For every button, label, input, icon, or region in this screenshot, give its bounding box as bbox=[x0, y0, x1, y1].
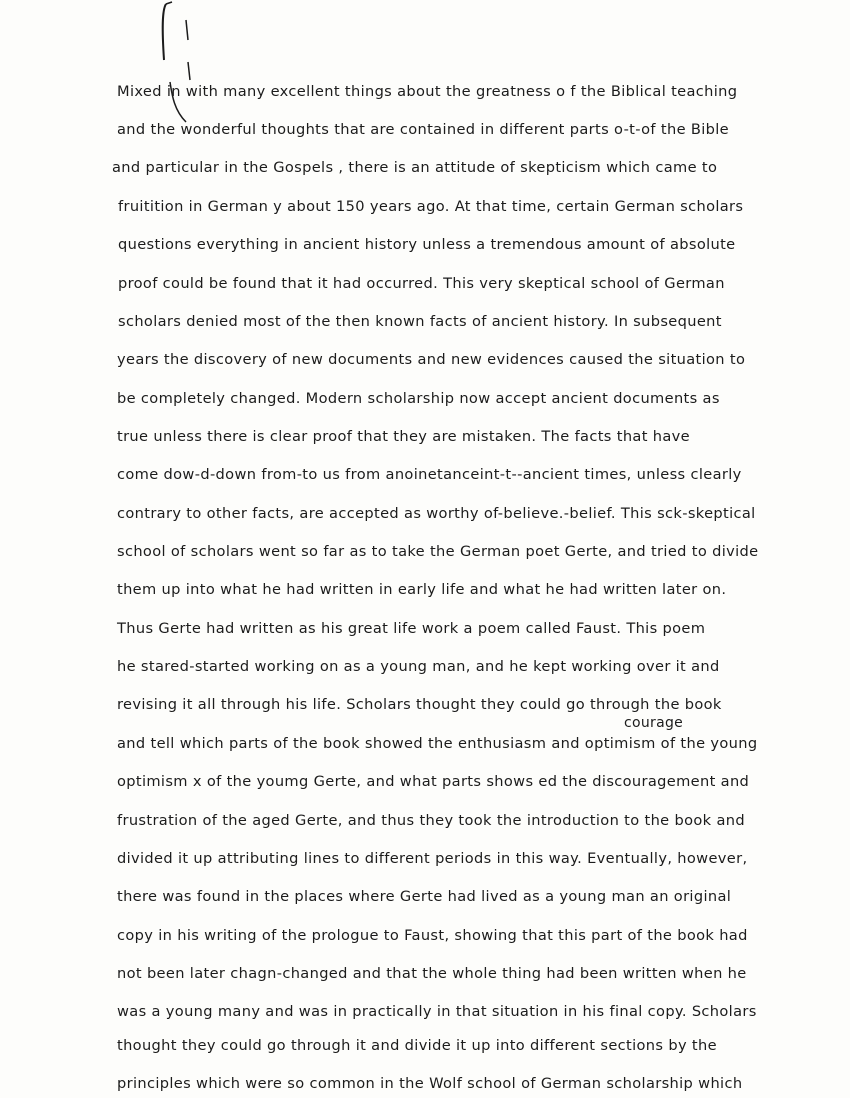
text-line-9: be completely changed. Modern scholarship now accept ancient documents as bbox=[117, 390, 720, 407]
text-line-22: there was found in the places where Gerte had lived as a young man an original bbox=[117, 888, 732, 905]
text-line-13: school of scholars went so far as to take the German poet Gerte, and tried to divide bbox=[117, 543, 759, 560]
text-line-6: proof could be found that it had occurred. This very skeptical school of German bbox=[118, 275, 725, 292]
text-line-27: principles which were so common in the Wolf school of German scholarship which bbox=[117, 1075, 743, 1092]
text-line-4: fruitition in German y about 150 years ago. At that time, certain German scholars bbox=[118, 198, 744, 215]
text-line-3: and particular in the Gospels , there is an attitude of skepticism which came to bbox=[112, 159, 718, 176]
text-line-15: Thus Gerte had written as his great life work a poem called Faust. This poem bbox=[117, 620, 706, 637]
text-line-17: revising it all through his life. Scholars thought they could go through the book bbox=[117, 696, 722, 713]
text-line-16: he stared-started working on as a young man, and he kept working over it and bbox=[117, 658, 720, 675]
text-line-2: and the wonderful thoughts that are contained in different parts o-t-of the Bible bbox=[117, 121, 729, 138]
text-line-19: optimism x of the youmg Gerte, and what parts shows ed the discouragement and bbox=[117, 773, 750, 790]
text-line-14: them up into what he had written in early life and what he had written later on. bbox=[117, 581, 727, 598]
text-line-18: and tell which parts of the book showed the enthusiasm and optimism of the young bbox=[117, 735, 758, 752]
text-line-25: was a young many and was in practically in that situation in his final copy. Scholars bbox=[117, 1003, 757, 1020]
text-line-21: divided it up attributing lines to different periods in this way. Eventually, however, bbox=[117, 850, 748, 867]
text-line-24: not been later chagn-changed and that the whole thing had been written when he bbox=[117, 965, 747, 982]
margin-mark-icon bbox=[150, 0, 210, 140]
text-line-8: years the discovery of new documents and new evidences caused the situation to bbox=[117, 351, 746, 368]
text-line-1: Mixed in with many excellent things about the greatness o f the Biblical teaching bbox=[117, 83, 738, 100]
text-line-26: thought they could go through it and divide it up into different sections by the bbox=[117, 1037, 717, 1054]
text-line-20: frustration of the aged Gerte, and thus they took the introduction to the book and bbox=[117, 812, 745, 829]
handwritten-insertion: courage bbox=[624, 715, 684, 731]
text-line-10: true unless there is clear proof that they are mistaken. The facts that have bbox=[117, 428, 690, 445]
text-line-23: copy in his writing of the prologue to Faust, showing that this part of the book had bbox=[117, 927, 748, 944]
text-line-12: contrary to other facts, are accepted as worthy of-believe.-belief. This sck-skeptical bbox=[117, 505, 756, 522]
text-line-7: scholars denied most of the then known facts of ancient history. In subsequent bbox=[118, 313, 722, 330]
text-line-5: questions everything in ancient history unless a tremendous amount of absolute bbox=[118, 236, 736, 253]
text-line-11: come dow-d-down from-to us from anoinetanceint-t--ancient times, unless clearly bbox=[117, 466, 742, 483]
